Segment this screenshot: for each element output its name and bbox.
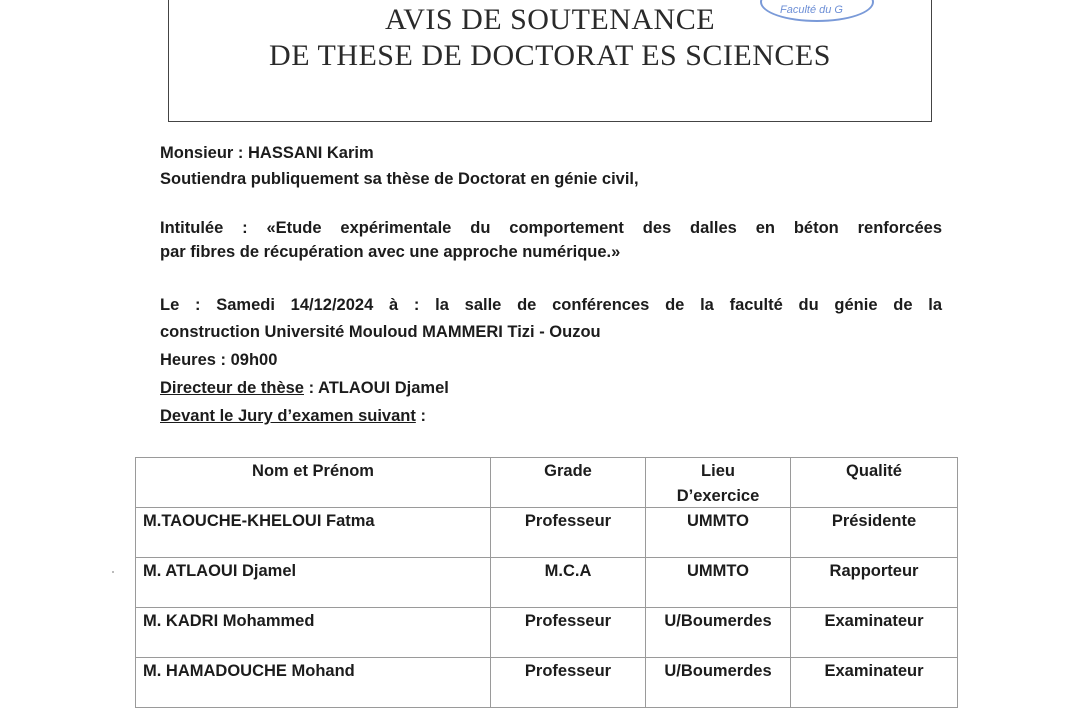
jury-grade: Professeur	[491, 508, 646, 558]
jury-suffix: :	[415, 407, 426, 425]
jury-qualite: Examinateur	[791, 658, 958, 708]
director-line	[160, 379, 449, 398]
jury-table	[135, 457, 958, 708]
jury-name: M.TAOUCHE-KHELOUI Fatma	[136, 508, 491, 558]
jury-intro	[160, 407, 426, 426]
header-qualite: Qualité	[791, 458, 958, 508]
jury-qualite: Rapporteur	[791, 558, 958, 608]
stamp-text: Faculté du G	[780, 4, 843, 16]
thesis-title-line2: par fibres de récupération avec une approche numérique.»	[160, 243, 621, 261]
director-value: : ATLAOUI Djamel	[303, 379, 449, 397]
jury-name: M. ATLAOUI Djamel	[136, 558, 491, 608]
candidate-name: HASSANI Karim	[248, 144, 374, 162]
table-row	[136, 608, 958, 658]
table-row	[136, 508, 958, 558]
jury-lieu: UMMTO	[646, 558, 791, 608]
jury-lieu: UMMTO	[646, 508, 791, 558]
jury-label: Devant le Jury d’examen suivant	[160, 407, 416, 425]
jury-lieu: U/Boumerdes	[646, 658, 791, 708]
jury-qualite: Examinateur	[791, 608, 958, 658]
jury-grade: M.C.A	[491, 558, 646, 608]
jury-grade: Professeur	[491, 658, 646, 708]
candidate-line	[160, 144, 374, 163]
candidate-label: Monsieur :	[160, 144, 249, 162]
director-label: Directeur de thèse	[160, 379, 304, 397]
jury-qualite: Présidente	[791, 508, 958, 558]
event-time: Heures : 09h00	[160, 351, 278, 369]
candidate-statement: Soutiendra publiquement sa thèse de Doctorat en génie civil,	[160, 170, 639, 188]
jury-lieu: U/Boumerdes	[646, 608, 791, 658]
header-lieu-line1: Lieu	[701, 462, 735, 480]
notice-title: AVIS DE SOUTENANCE	[384, 3, 716, 36]
jury-name: M. HAMADOUCHE Mohand	[136, 658, 491, 708]
table-row	[136, 558, 958, 608]
notice-subtitle: DE THESE DE DOCTORAT ES SCIENCES	[269, 39, 831, 72]
jury-grade: Professeur	[491, 608, 646, 658]
event-date-line1: Le : Samedi 14/12/2024 à : la salle de conférences de la faculté du génie de la	[160, 296, 942, 314]
scan-speck	[112, 571, 114, 573]
table-row	[136, 658, 958, 708]
header-lieu	[646, 458, 791, 508]
header-lieu-line2: D’exercice	[676, 487, 760, 505]
table-header-row	[136, 458, 958, 508]
thesis-title-line1: Intitulée : «Etude expérimentale du comportement des dalles en béton renforcées	[160, 219, 942, 237]
header-name: Nom et Prénom	[136, 458, 491, 508]
event-date-line2: construction Université Mouloud MAMMERI Tizi - Ouzou	[160, 323, 601, 341]
jury-name: M. KADRI Mohammed	[136, 608, 491, 658]
header-grade: Grade	[491, 458, 646, 508]
